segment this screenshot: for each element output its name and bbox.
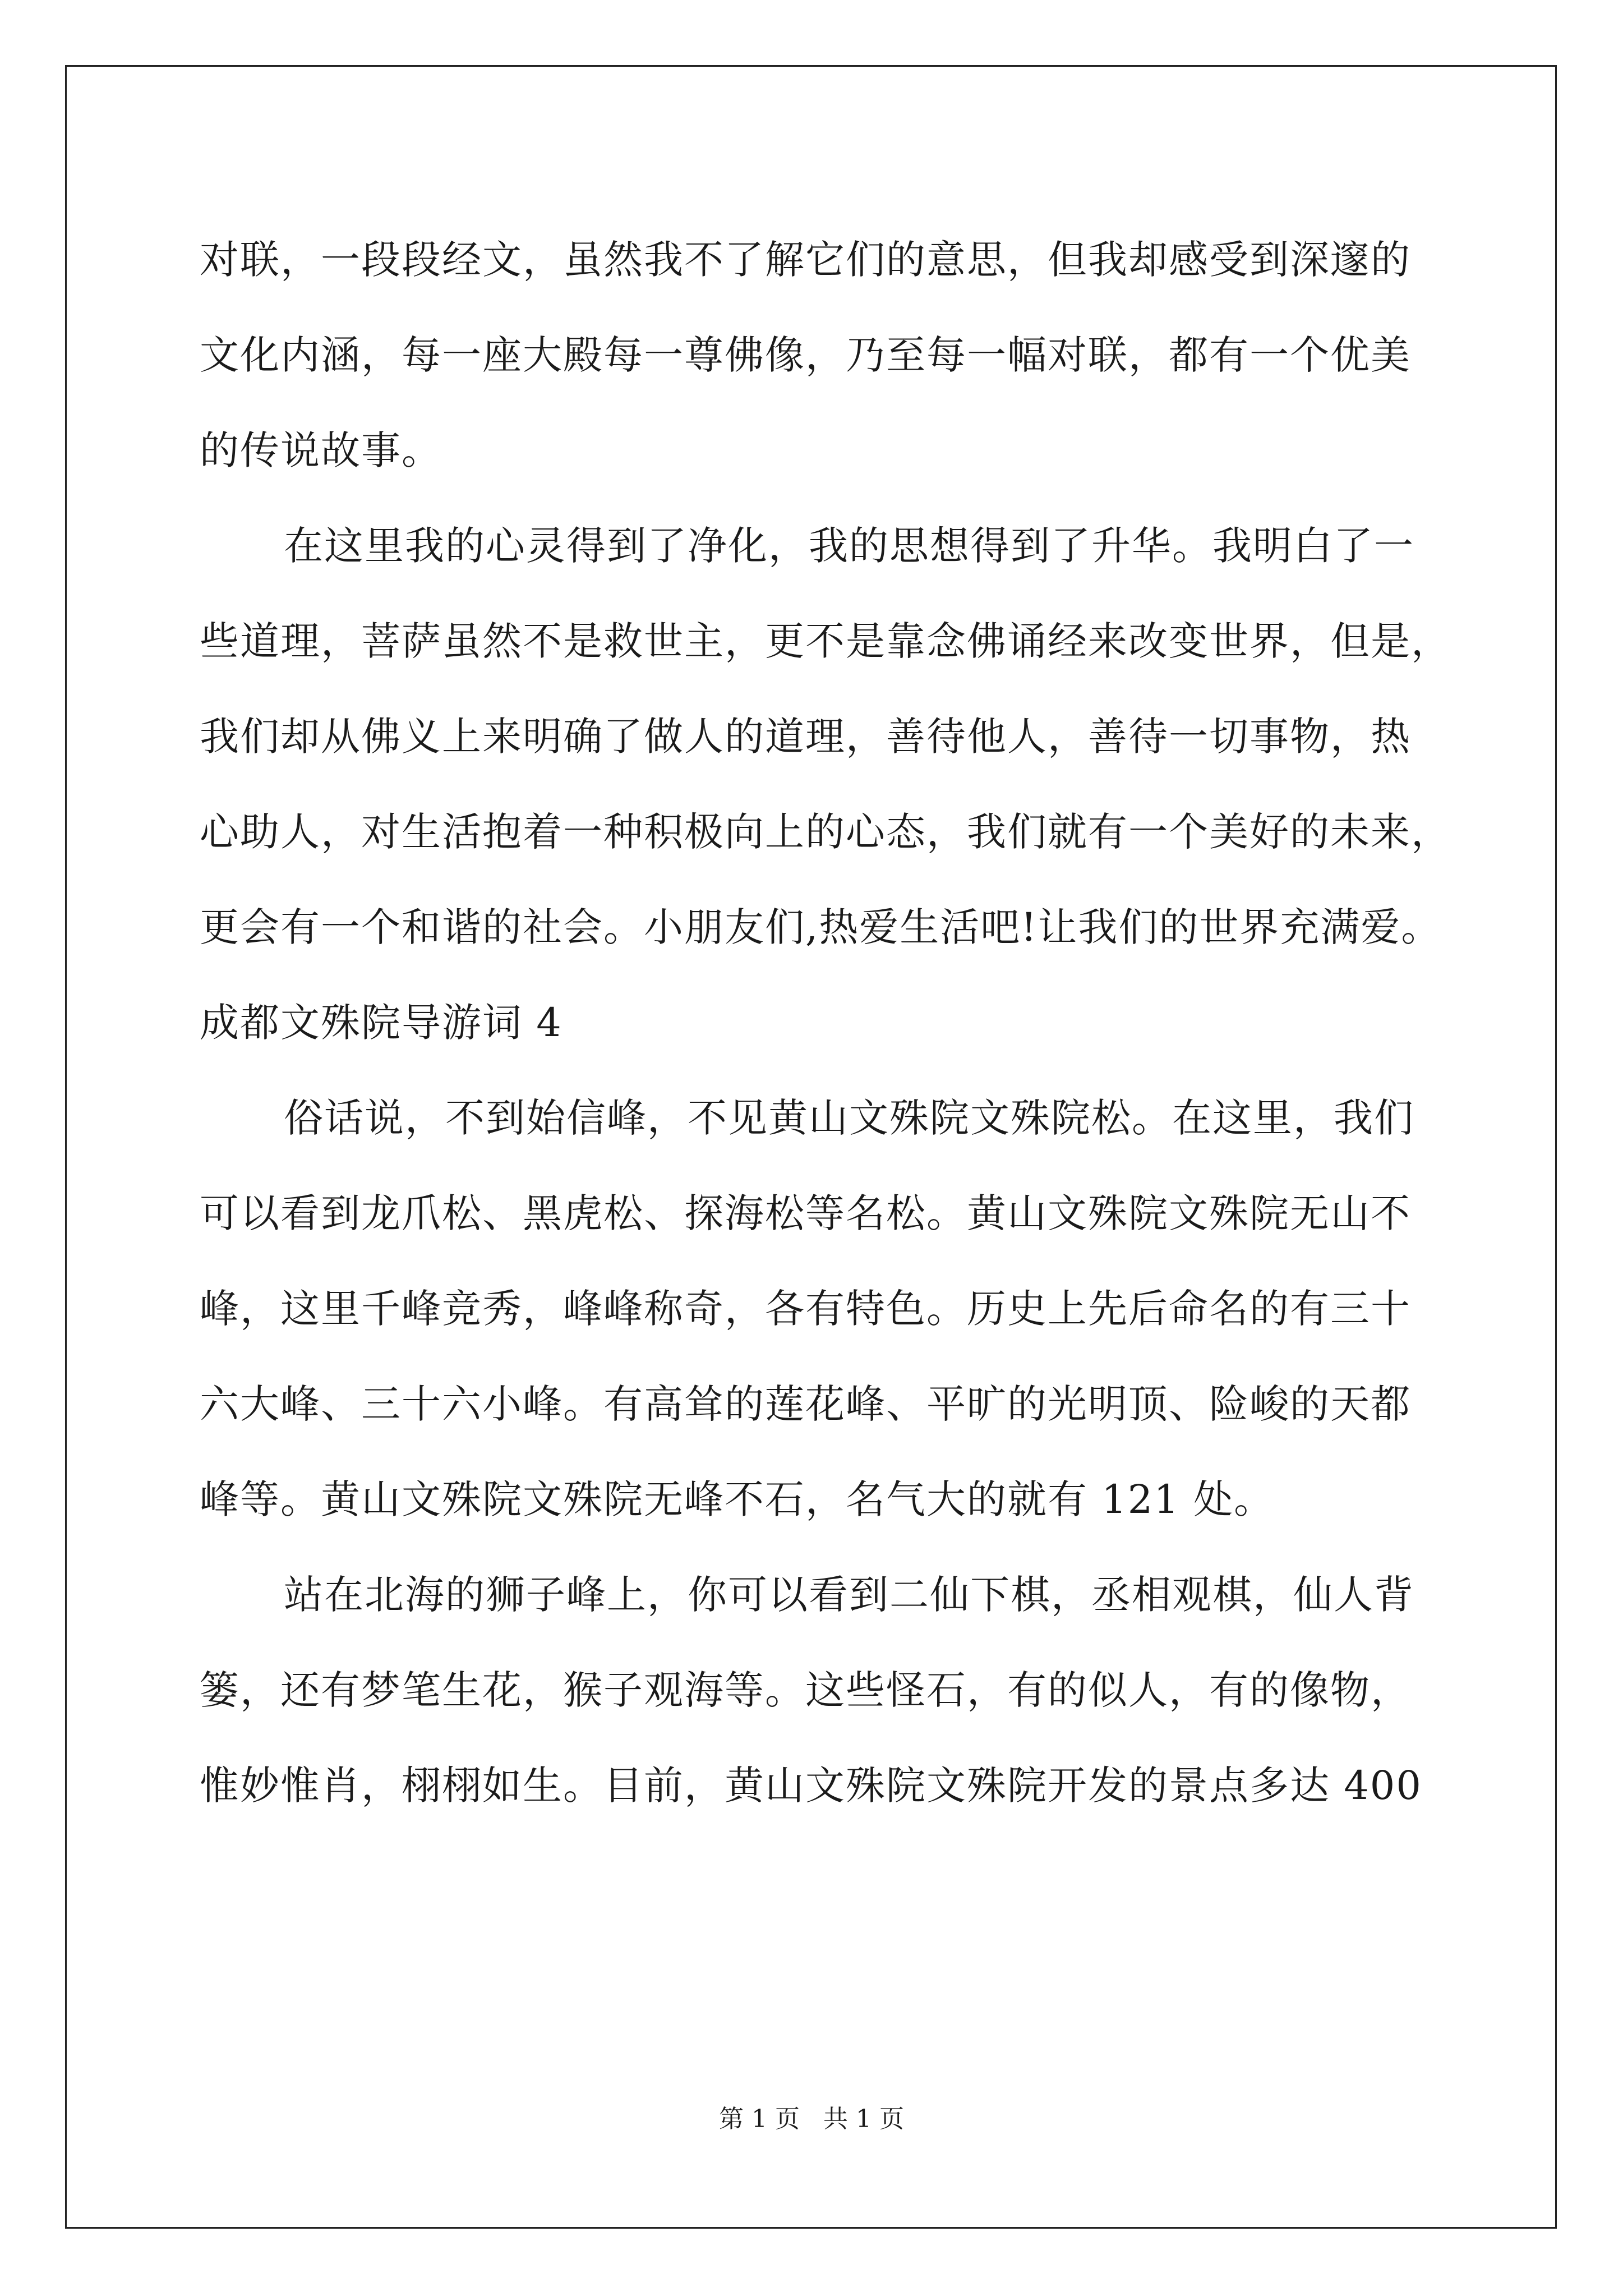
text-line: 惟妙惟肖，栩栩如生。目前，黄山文殊院文殊院开发的景点多达 400 xyxy=(200,1763,1422,1809)
text-line: 些道理，菩萨虽然不是救世主，更不是靠念佛诵经来改变世界，但是， xyxy=(200,618,1451,664)
text-line: 峰等。黄山文殊院文殊院无峰不石，名气大的就有 121 处。 xyxy=(200,1476,1275,1522)
text-line: 六大峰、三十六小峰。有高耸的莲花峰、平旷的光明顶、险峻的天都 xyxy=(200,1381,1411,1427)
text-line: 篓，还有梦笔生花，猴子观海等。这些怪石，有的似人，有的像物， xyxy=(200,1667,1411,1713)
section-heading: 成都文殊院导游词 4 xyxy=(200,1000,562,1046)
paragraph-start-line: 俗话说，不到始信峰，不见黄山文殊院文殊院松。在这里，我们 xyxy=(284,1095,1414,1141)
page-number-footer: 第 1 页 共 1 页 xyxy=(719,2105,904,2133)
text-line: 对联，一段段经文，虽然我不了解它们的意思，但我却感受到深邃的 xyxy=(200,237,1411,283)
paragraph-start-line: 站在北海的狮子峰上，你可以看到二仙下棋，丞相观棋，仙人背 xyxy=(284,1572,1414,1618)
paragraph-start-line: 在这里我的心灵得到了净化，我的思想得到了升华。我明白了一 xyxy=(284,523,1414,569)
text-line: 可以看到龙爪松、黑虎松、探海松等名松。黄山文殊院文殊院无山不 xyxy=(200,1190,1411,1236)
text-line: 更会有一个和谐的社会。小朋友们,热爱生活吧!让我们的世界充满爱。 xyxy=(200,904,1442,950)
text-line: 心助人，对生活抱着一种积极向上的心态，我们就有一个美好的未来， xyxy=(200,809,1451,855)
text-line: 的传说故事。 xyxy=(200,427,442,473)
text-line: 我们却从佛义上来明确了做人的道理，善待他人，善待一切事物，热 xyxy=(200,714,1411,760)
text-line: 峰，这里千峰竞秀，峰峰称奇，各有特色。历史上先后命名的有三十 xyxy=(200,1286,1411,1332)
document-body xyxy=(200,212,1478,1833)
text-line: 文化内涵，每一座大殿每一尊佛像，乃至每一幅对联，都有一个优美 xyxy=(200,332,1411,378)
